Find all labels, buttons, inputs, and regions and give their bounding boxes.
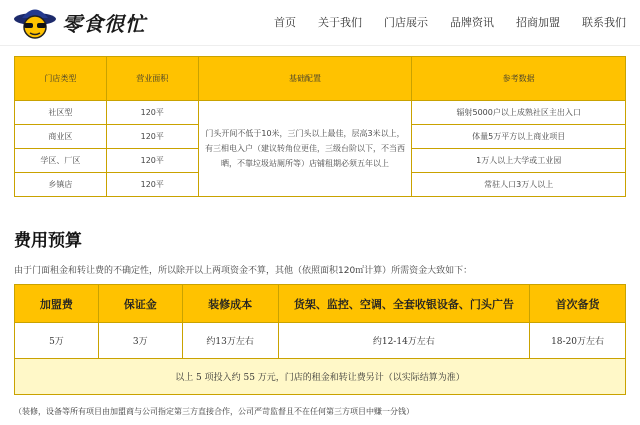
nav-stores[interactable]: 门店展示 [384, 16, 428, 29]
budget-table [14, 284, 626, 395]
header-deposit: 保证金 [98, 285, 182, 323]
mascot-logo-icon [12, 5, 58, 39]
cell-area: 120平 [106, 149, 198, 173]
header-renovation: 装修成本 [182, 285, 278, 323]
cell-initial-stock: 18-20万左右 [530, 323, 626, 359]
cell-reference: 辐射5000户以上成熟社区主出入口 [412, 101, 626, 125]
nav-home[interactable]: 首页 [274, 16, 296, 29]
cell-franchise-fee: 5万 [15, 323, 99, 359]
cell-store-type: 乡镇店 [15, 173, 107, 197]
cell-reference: 1万人以上大学或工业园 [412, 149, 626, 173]
main-nav [252, 14, 626, 30]
header-reference: 参考数据 [412, 57, 626, 101]
cell-basic-config: 门头开间不低于10米，三门头以上最佳，层高3米以上，有三相电入户（建议转角位更佳，三级台阶以下，不当西晒，不靠垃圾站厕所等）店铺租期必须五年以上 [198, 101, 412, 197]
header-initial-stock: 首次备货 [530, 285, 626, 323]
site-header [0, 0, 640, 46]
cell-area: 120平 [106, 125, 198, 149]
cell-area: 120平 [106, 101, 198, 125]
budget-description: 由于门面租金和转让费的不确定性，所以除开以上两项资金不算，其他（依照面积120㎡计算）所需资金大致如下： [14, 266, 473, 276]
header-basic-config: 基础配置 [198, 57, 412, 101]
cell-reference: 常驻人口3万人以上 [412, 173, 626, 197]
cell-renovation: 约13万左右 [182, 323, 278, 359]
brand-logo[interactable] [12, 4, 172, 40]
budget-summary: 以上 5 项投入约 55 万元，门店的租金和转让费另计（以实际结算为准） [15, 359, 626, 395]
cell-equipment: 约12-14万左右 [278, 323, 530, 359]
cell-reference: 体量5万平方以上商业项目 [412, 125, 626, 149]
cell-area: 120平 [106, 173, 198, 197]
cell-deposit: 3万 [98, 323, 182, 359]
header-store-type: 门店类型 [15, 57, 107, 101]
brand-name: 零食很忙 [62, 11, 146, 36]
header-equipment: 货架、监控、空调、全套收银设备、门头广告 [278, 285, 530, 323]
table-header-row [15, 57, 626, 101]
header-area: 营业面积 [106, 57, 198, 101]
store-requirements-table [14, 56, 626, 197]
table-header-row [15, 285, 626, 323]
budget-section-title: 费用预算 [14, 231, 82, 251]
cell-store-type: 学区、厂区 [15, 149, 107, 173]
nav-news[interactable]: 品牌资讯 [450, 16, 494, 29]
cell-store-type: 商业区 [15, 125, 107, 149]
budget-note: （装修，设备等所有项目由加盟商与公司指定第三方直接合作，公司严苛监督且不在任何第三方项目中赚一分钱） [14, 407, 414, 416]
cell-store-type: 社区型 [15, 101, 107, 125]
table-row [15, 323, 626, 359]
nav-about[interactable]: 关于我们 [318, 16, 362, 29]
nav-contact[interactable]: 联系我们 [582, 16, 626, 29]
header-franchise-fee: 加盟费 [15, 285, 99, 323]
table-row [15, 101, 626, 125]
summary-row [15, 359, 626, 395]
nav-franchise[interactable]: 招商加盟 [516, 16, 560, 29]
